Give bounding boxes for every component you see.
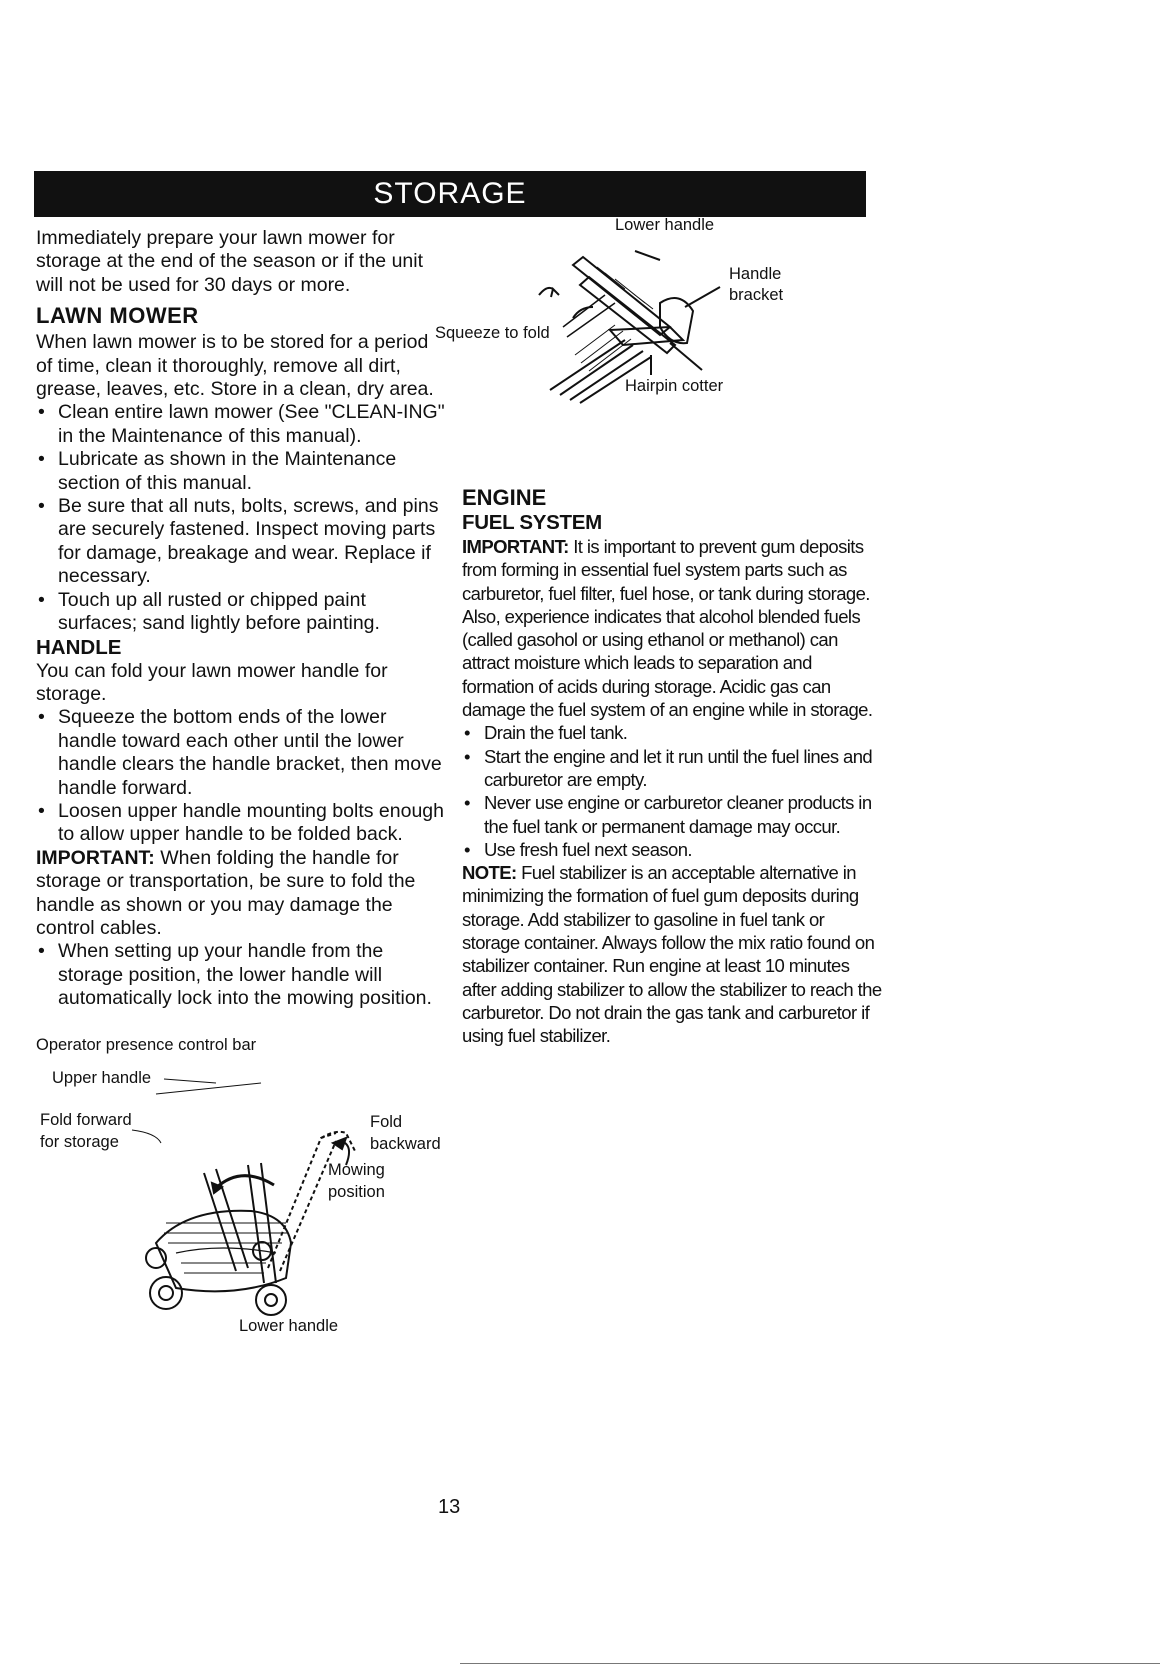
list-item: • Drain the fuel tank. — [462, 721, 882, 744]
lawn-mower-list — [36, 401, 446, 635]
note-label: NOTE: — [462, 862, 517, 884]
list-item: • Squeeze the bottom ends of the lower handle toward each other until the lower handle clears the handle bracket, then move handle forward. — [36, 706, 446, 800]
lower-handle-label: Lower handle — [615, 216, 715, 234]
list-item: • Start the engine and let it run until the fuel lines and carburetor are empty. — [462, 745, 882, 792]
list-item: • Never use engine or carburetor cleaner products in the fuel tank or permanent damage may occur. — [462, 791, 882, 838]
list-item: • Be sure that all nuts, bolts, screws, and pins are securely fastened. Inspect moving parts for damage, breakage and wear. Replace if necessary. — [36, 495, 446, 589]
fuel-system-heading: FUEL SYSTEM — [462, 511, 602, 534]
list-item: • Touch up all rusted or chipped paint surfaces; sand lightly before painting. — [36, 589, 446, 636]
section-title: STORAGE — [373, 177, 527, 210]
important-text: When folding the handle for storage or transportation, be sure to fold the handle as shown or you may damage the control cables. — [36, 846, 416, 939]
mowing-position-label-2: position — [328, 1183, 385, 1201]
list-item: • Loosen upper handle mounting bolts enough to allow upper handle to be folded back. — [36, 800, 446, 847]
important-label: IMPORTANT: — [36, 846, 155, 869]
right-column — [462, 485, 882, 1048]
fuel-important-paragraph — [462, 535, 882, 721]
handle-bracket-figure — [435, 215, 855, 425]
handle-bracket-label-1: Handle — [729, 265, 782, 283]
squeeze-to-fold-label: Squeeze to fold — [435, 324, 550, 342]
fold-backward-label-1: Fold — [370, 1113, 403, 1131]
fuel-list — [462, 721, 882, 861]
hairpin-cotter-label: Hairpin cotter — [625, 377, 724, 395]
lower-handle-bottom-label: Lower handle — [239, 1317, 339, 1335]
page-number: 13 — [438, 1496, 461, 1518]
list-item: • Clean entire lawn mower (See "CLEAN-ING" in the Maintenance of this manual). — [36, 401, 446, 448]
handle-important-note — [36, 847, 446, 941]
mowing-position-label-1: Mowing — [328, 1161, 385, 1179]
list-item: • Use fresh fuel next season. — [462, 838, 882, 861]
handle-paragraph: You can fold your lawn mower handle for storage. — [36, 659, 388, 705]
fold-forward-label-1: Fold forward — [40, 1111, 132, 1129]
mower-fold-figure — [36, 1036, 456, 1343]
lawn-mower-heading: LAWN MOWER — [36, 303, 199, 329]
engine-heading: ENGINE — [462, 485, 547, 510]
handle-bracket-label-2: bracket — [729, 286, 784, 304]
list-item: • Lubricate as shown in the Maintenance section of this manual. — [36, 448, 446, 495]
important-label: IMPORTANT: — [462, 536, 569, 557]
upper-handle-label: Upper handle — [52, 1069, 152, 1087]
important-text: It is important to prevent gum deposits from forming in essential fuel system parts such as carburetor, fuel filter, fuel hose, or tank during storage. Also, experience indicates that alcohol blended fuels (called gasohol or using ethanol or methanol) can attract moisture which leads to separation and formation of acids during storage. Acidic gas can damage the fuel system of an engine while in storage. — [462, 536, 873, 721]
section-title-banner — [34, 171, 866, 217]
list-item: • When setting up your handle from the storage position, the lower handle will automatically lock into the mowing position. — [36, 940, 446, 1010]
handle-heading: HANDLE — [36, 635, 122, 659]
fold-backward-label-2: backward — [370, 1135, 441, 1153]
handle-list-2 — [36, 940, 446, 1010]
note-text: Fuel stabilizer is an acceptable alternative in minimizing the formation of fuel gum deposits during storage. Add stabilizer to gasoline in fuel tank or storage container. Always follow the mix ratio found on stabilizer container. Run engine at least 10 minutes after adding stabilizer to allow the stabilizer to reach the carburetor. Do not drain the gas tank and carburetor if using fuel stabilizer. — [462, 862, 882, 1047]
bottom-rule — [460, 1663, 1160, 1664]
fold-forward-label-2: for storage — [40, 1133, 119, 1151]
handle-list — [36, 706, 446, 846]
lawn-mower-paragraph: When lawn mower is to be stored for a period of time, clean it thoroughly, remove all dirt, grease, leaves, etc. Store in a clean, dry area. — [36, 331, 434, 401]
left-column — [36, 227, 446, 1011]
operator-bar-label: Operator presence control bar — [36, 1036, 257, 1054]
intro-paragraph: Immediately prepare your lawn mower for storage at the end of the season or if the unit will not be used for 30 days or more. — [36, 227, 424, 296]
fuel-note-paragraph — [462, 861, 882, 1047]
